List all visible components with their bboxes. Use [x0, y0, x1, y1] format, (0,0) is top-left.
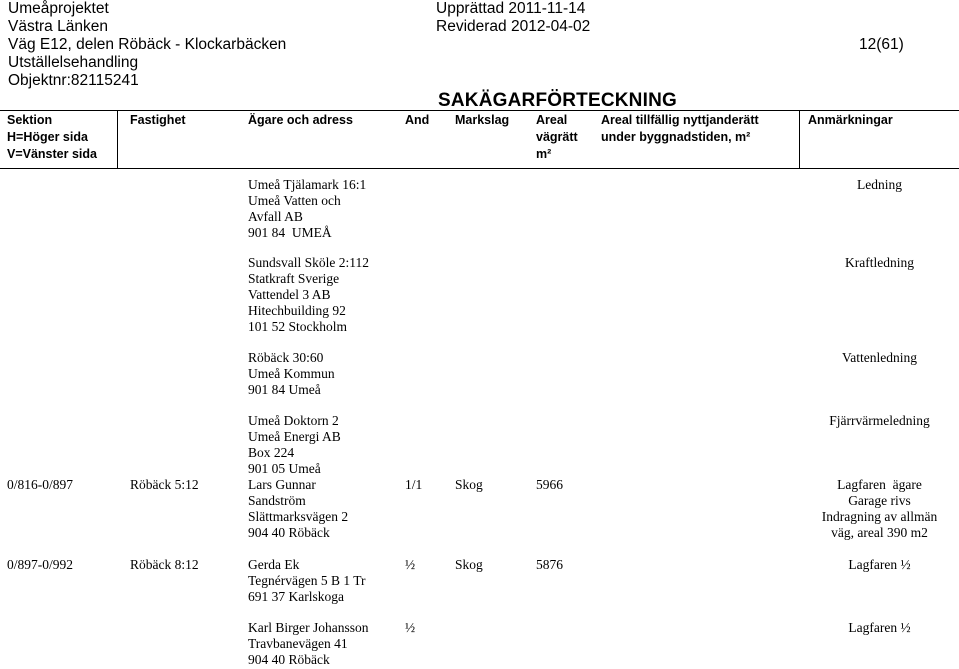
remark: Lagfaren ½: [848, 620, 911, 635]
owner-line: 901 84 UMEÅ: [248, 225, 332, 240]
remark: Fjärrvärmeledning: [829, 413, 930, 428]
revised-date: Reviderad 2012-04-02: [436, 18, 591, 35]
owner-line: Box 224: [248, 445, 295, 460]
owner-line: Umeå Energi AB: [248, 429, 341, 444]
owner-line: Umeå Vatten och: [248, 193, 341, 208]
remark: Vattenledning: [842, 350, 917, 365]
owner-line: Umeå Doktorn 2: [248, 413, 339, 428]
column-header-markslag: Markslag: [455, 113, 510, 127]
owner-line: Hitechbuilding 92: [248, 303, 346, 318]
owner-line: Gerda Ek: [248, 557, 300, 572]
owner-line: 901 05 Umeå: [248, 461, 321, 476]
remark: Ledning: [857, 177, 902, 192]
owner-line: Vattendel 3 AB: [248, 287, 331, 302]
share-cell: ½: [405, 557, 416, 572]
owner-line: 904 40 Röbäck: [248, 525, 330, 540]
column-header-fastighet: Fastighet: [130, 113, 186, 127]
owner-line: Avfall AB: [248, 209, 303, 224]
share-cell: 1/1: [405, 477, 423, 492]
owner-line: Sundsvall Sköle 2:112: [248, 255, 370, 270]
company-name: Västra Länken: [8, 18, 108, 35]
owner-line: 901 84 Umeå: [248, 382, 321, 397]
remark: Lagfaren ½: [848, 557, 911, 572]
owner-line: Lars Gunnar: [248, 477, 316, 492]
area-cell: 5876: [536, 557, 563, 572]
owner-line: Statkraft Sverige: [248, 271, 340, 286]
section-cell: 0/897-0/992: [7, 557, 73, 572]
page-title: SAKÄGARFÖRTECKNING: [438, 90, 677, 111]
land-type-cell: Skog: [455, 557, 483, 572]
property-cell: Röbäck 5:12: [130, 477, 199, 492]
owner-line: Tegnérvägen 5 B 1 Tr: [248, 573, 366, 588]
column-header-agare: Ägare och adress: [248, 113, 353, 127]
owner-line: 904 40 Röbäck: [248, 652, 330, 667]
share-cell: ½: [405, 620, 416, 635]
area-cell: 5966: [536, 477, 563, 492]
page-number: 12(61): [859, 36, 904, 53]
remark: Indragning av allmän: [821, 509, 938, 524]
header-bottom-rule: [0, 168, 959, 169]
column-divider-left: [117, 111, 118, 169]
header-top-rule: [0, 110, 959, 111]
land-type-cell: Skog: [455, 477, 483, 492]
document-status: Utställelsehandling: [8, 54, 139, 71]
column-header-anmarkningar: Anmärkningar: [808, 113, 893, 127]
column-header-and: And: [405, 113, 430, 127]
remark: Kraftledning: [845, 255, 914, 270]
object-number: Objektnr:82115241: [8, 72, 139, 89]
owner-line: Umeå Tjälamark 16:1: [248, 177, 367, 192]
road-name: Väg E12, delen Röbäck - Klockarbäcken: [8, 36, 287, 53]
owner-line: Sandström: [248, 493, 306, 508]
owner-line: 101 52 Stockholm: [248, 319, 348, 334]
owner-line: Umeå Kommun: [248, 366, 335, 381]
remark: väg, areal 390 m2: [831, 525, 928, 540]
created-date: Upprättad 2011-11-14: [436, 0, 586, 17]
owner-line: Karl Birger Johansson: [248, 620, 369, 635]
remark: Garage rivs: [848, 493, 911, 508]
owner-line: Travbanevägen 41: [248, 636, 348, 651]
owner-line: Slättmarksvägen 2: [248, 509, 349, 524]
project-name: Umeåprojektet: [8, 0, 109, 17]
owner-line: Röbäck 30:60: [248, 350, 324, 365]
owner-line: 691 37 Karlskoga: [248, 589, 344, 604]
property-cell: Röbäck 8:12: [130, 557, 199, 572]
remark: Lagfaren ägare: [837, 477, 922, 492]
section-cell: 0/816-0/897: [7, 477, 73, 492]
column-divider-right: [799, 111, 800, 169]
